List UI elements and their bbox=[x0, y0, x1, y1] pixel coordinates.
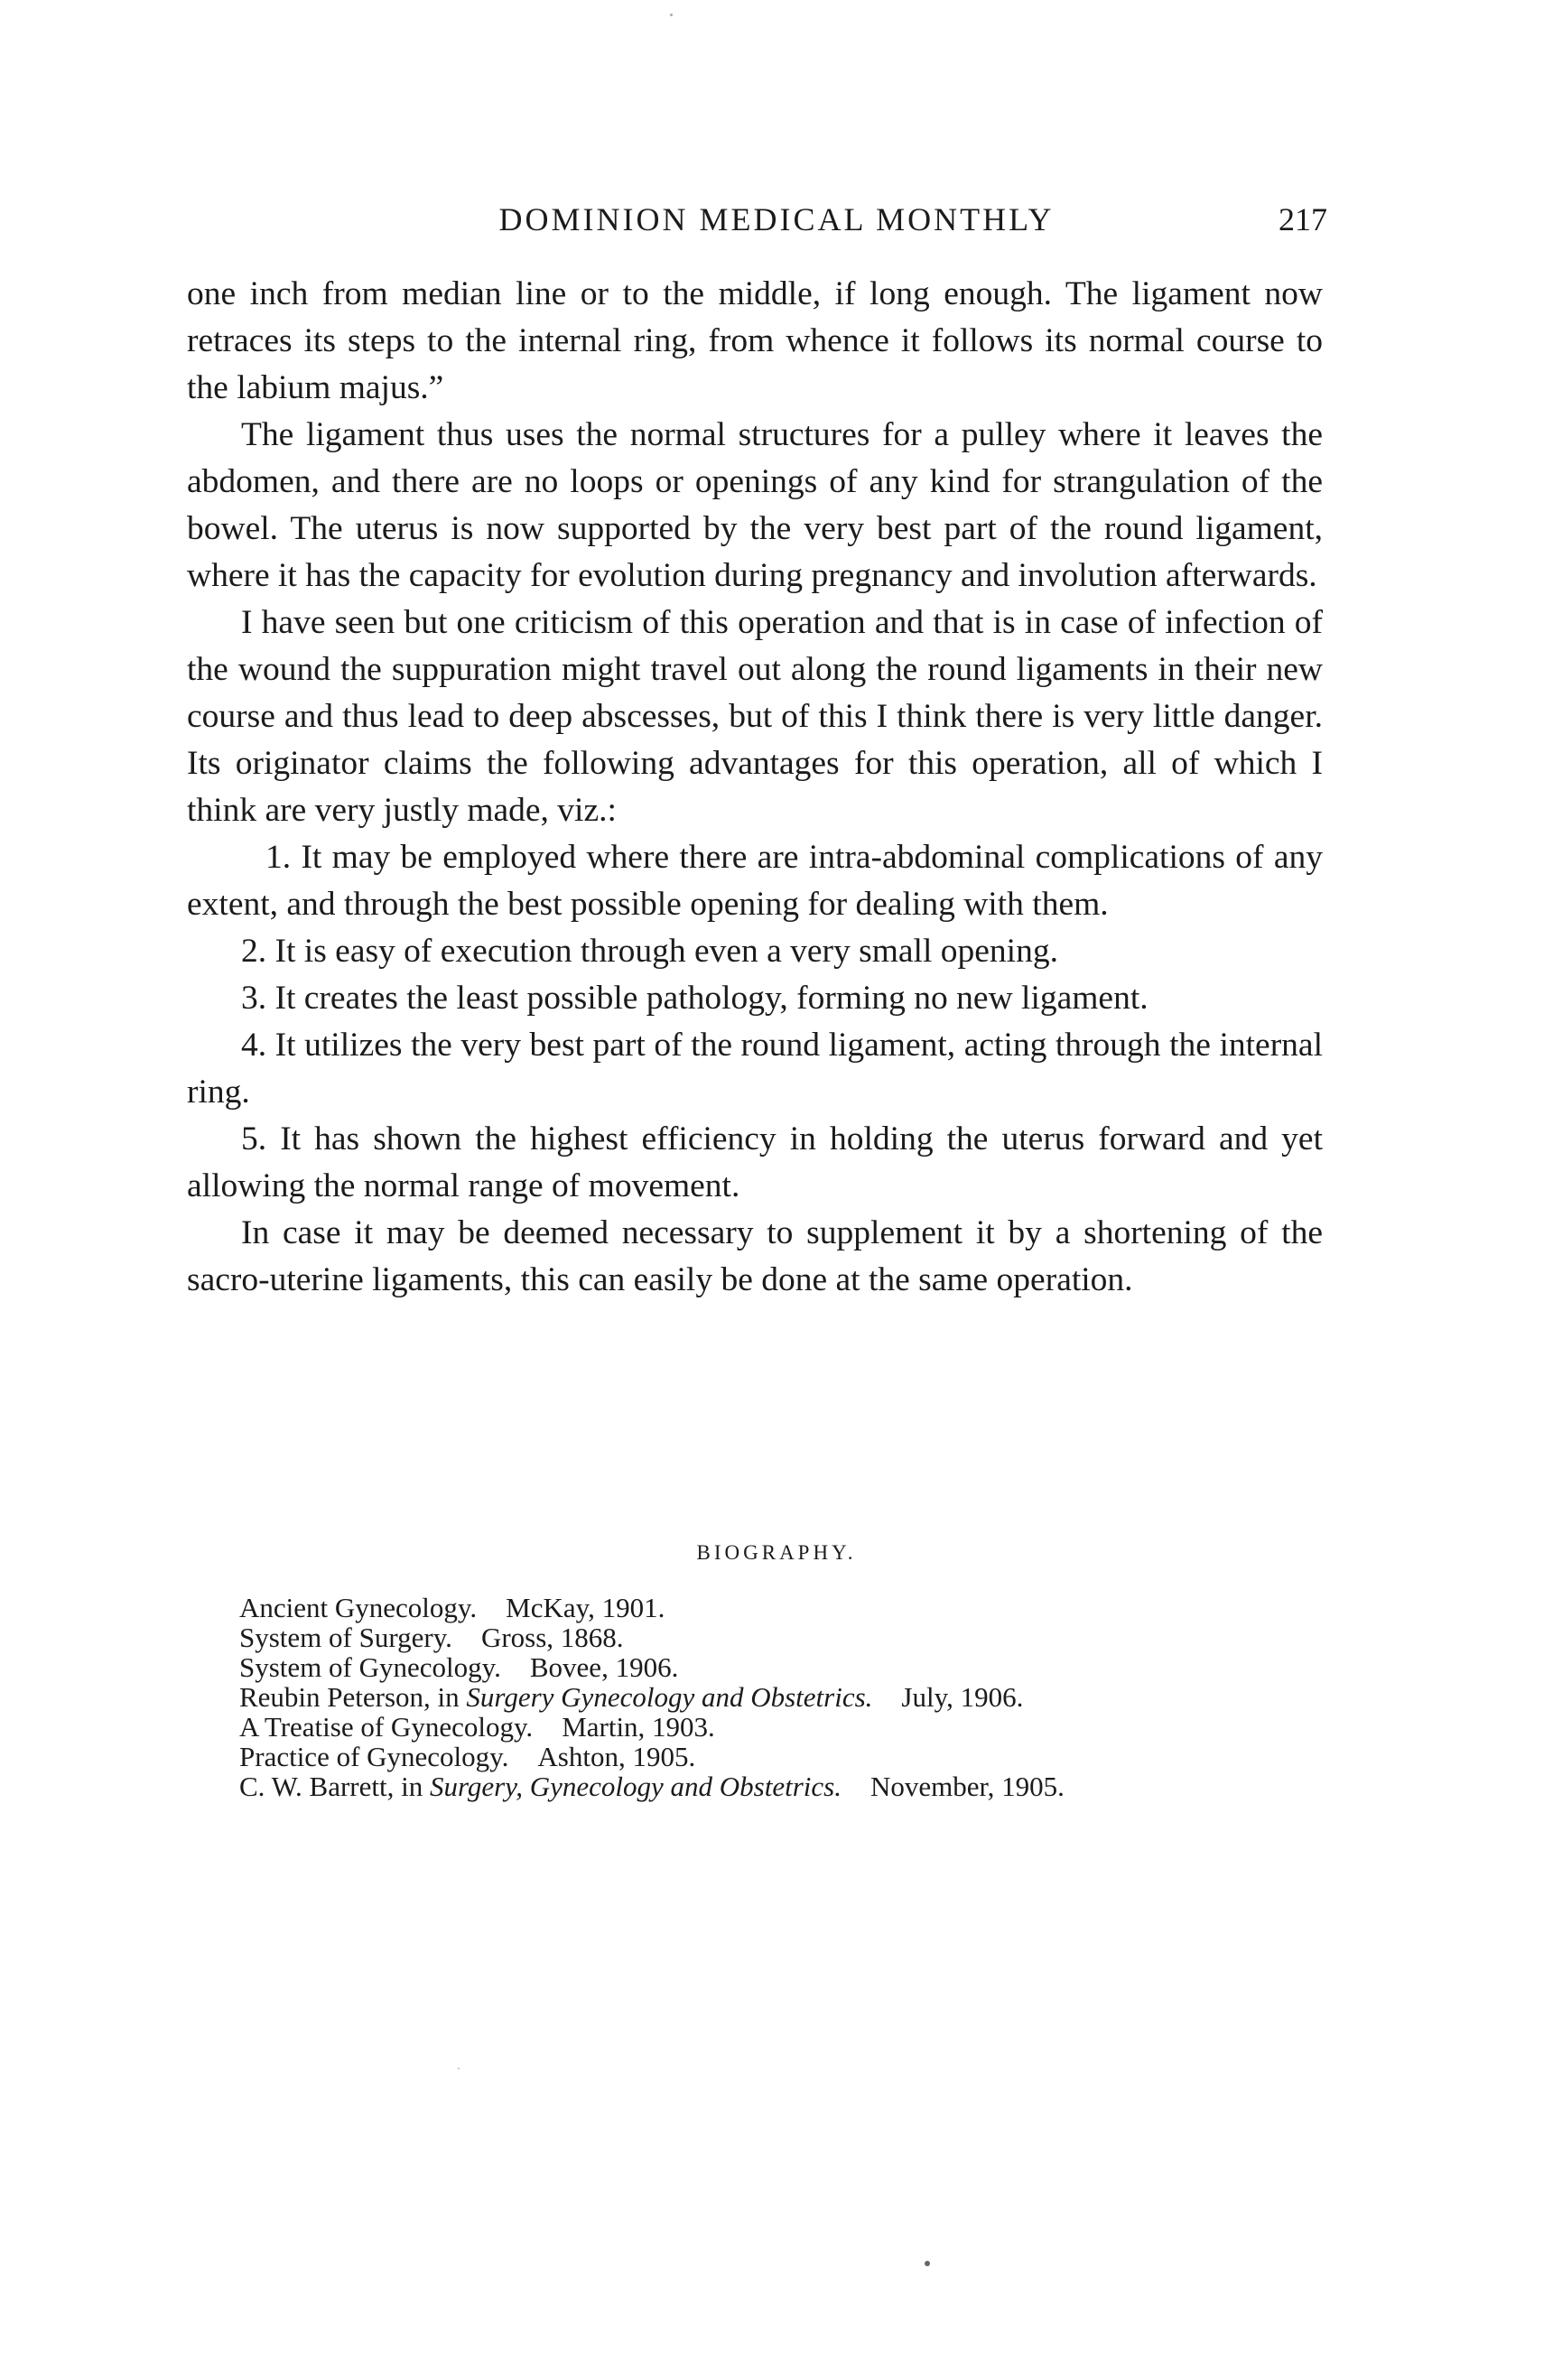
bibliography-entry bbox=[239, 1771, 1323, 1801]
running-title: DOMINION MEDICAL MONTHLY bbox=[498, 201, 1055, 237]
advantage-item: 3. It creates the least possible pathology, forming no new ligament. bbox=[241, 980, 1148, 1017]
entry-title: System of Surgery. bbox=[239, 1622, 452, 1653]
entry-journal: Surgery Gynecology and Obstetrics. bbox=[466, 1681, 873, 1713]
bibliography-entry bbox=[239, 1712, 1323, 1742]
entry-author-year: Martin, 1903. bbox=[562, 1711, 715, 1743]
entry-title: Ancient Gynecology. bbox=[239, 1592, 478, 1623]
paper-speck bbox=[670, 14, 673, 16]
bibliography-entry bbox=[239, 1742, 1323, 1771]
paragraph: one inch from median line or to the middle, if long enough. The ligament now retraces its steps to the internal ring, from whence it follows its normal course to the labium majus.” bbox=[187, 275, 1323, 406]
paragraph: The ligament thus uses the normal structures for a pulley where it leaves the abdomen, and there are no loops or openings of any kind for strangulation of the bowel. The uterus is now supported by the very best part of the round ligament, where it has the capacity for evolution during pregnancy and involution afterwards. bbox=[187, 416, 1323, 594]
bibliography-heading: BIOGRAPHY. bbox=[696, 1541, 857, 1564]
entry-author-year: McKay, 1901. bbox=[506, 1592, 665, 1623]
entry-title: Practice of Gynecology. bbox=[239, 1741, 509, 1772]
paper-speck bbox=[925, 2261, 930, 2266]
advantage-item: 4. It utilizes the very best part of the round ligament, acting through the internal ring. bbox=[187, 1027, 1323, 1111]
entry-author-year: Bovee, 1906. bbox=[529, 1651, 679, 1683]
entry-date: November, 1905. bbox=[869, 1771, 1065, 1802]
entry-author: C. W. Barrett, in bbox=[239, 1771, 423, 1802]
entry-journal: Surgery, Gynecology and Obstetrics. bbox=[429, 1771, 842, 1802]
entry-title: System of Gynecology. bbox=[239, 1651, 501, 1683]
entry-title: A Treatise of Gynecology. bbox=[239, 1711, 534, 1743]
entry-author-year: Ashton, 1905. bbox=[537, 1741, 696, 1772]
page-header bbox=[0, 200, 1553, 251]
page-number: 217 bbox=[1279, 201, 1327, 237]
advantage-item: 5. It has shown the highest efficiency in holding the uterus forward and yet allowing the normal range of movement. bbox=[187, 1120, 1323, 1204]
body-text bbox=[187, 271, 1323, 1304]
entry-author-year: Gross, 1868. bbox=[480, 1622, 624, 1653]
paragraph: I have seen but one criticism of this operation and that is in case of infection of the wound the suppuration might travel out along the round ligaments in their new course and thus lead to deep abscesses, but of this I think there is very little danger. Its originator claims the following advantages for this operation, all of which I think are very justly made, viz.: bbox=[187, 604, 1323, 829]
bibliography-list bbox=[239, 1593, 1323, 1801]
entry-author: Reubin Peterson, in bbox=[239, 1681, 460, 1713]
entry-date: July, 1906. bbox=[901, 1681, 1024, 1713]
bibliography-entry bbox=[239, 1682, 1323, 1712]
bibliography-entry bbox=[239, 1593, 1323, 1622]
bibliography-entry bbox=[239, 1622, 1323, 1652]
paragraph: In case it may be deemed necessary to supplement it by a shortening of the sacro-uterine ligaments, this can easily be done at the same operation. bbox=[187, 1214, 1323, 1298]
advantage-item: 2. It is easy of execution through even a very small opening. bbox=[241, 933, 1058, 970]
paper-speck bbox=[458, 2068, 460, 2069]
bibliography-entry bbox=[239, 1652, 1323, 1682]
advantage-item: 1. It may be employed where there are intra-abdominal complications of any extent, and through the best possible opening for dealing with them. bbox=[187, 839, 1323, 923]
